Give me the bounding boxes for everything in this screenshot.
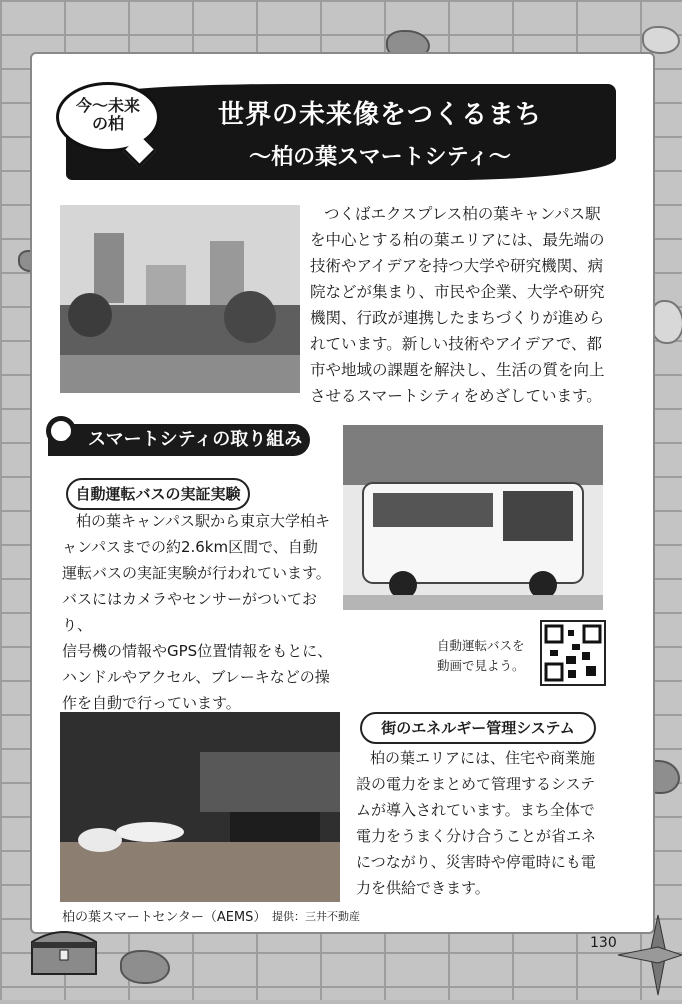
bus-line: ャンパスまでの約2.6km区間で、自動 bbox=[62, 538, 318, 556]
intro-line: 機関、行政が連携したまちづくりが進めら bbox=[310, 309, 605, 327]
energy-line: ムが導入されています。まち全体で bbox=[356, 801, 595, 819]
campus-photo-drawing bbox=[60, 205, 300, 393]
compass-drawing bbox=[608, 905, 682, 1000]
page-number: 130 bbox=[590, 935, 617, 951]
bus-line: バスにはカメラやセンサーがついており、 bbox=[62, 590, 318, 634]
badge-line1: 今〜未来 bbox=[75, 96, 140, 115]
campus-photo bbox=[60, 205, 300, 393]
bus-line: 信号機の情報やGPS位置情報をもとに、 bbox=[62, 642, 333, 660]
bus-text bbox=[62, 508, 342, 716]
energy-line: 設の電力をまとめて管理するシステ bbox=[356, 775, 596, 793]
intro-line: つくばエクスプレス柏の葉キャンパス駅 bbox=[324, 205, 601, 223]
intro-line: 院などが集まり、市民や企業、大学や研究 bbox=[310, 283, 605, 301]
intro-line: させるスマートシティをめざしています。 bbox=[310, 387, 602, 405]
bus-line: 柏の葉キャンパス駅から東京大学柏キ bbox=[76, 512, 330, 530]
energy-line: 電力をうまく分け合うことが省エネ bbox=[356, 827, 597, 845]
energy-line: 力を供給できます。 bbox=[356, 879, 490, 897]
bus-line: 運転バスの実証実験が行われています。 bbox=[62, 564, 331, 582]
intro-line: 市や地域の課題を解決し、生活の質を向上 bbox=[310, 361, 605, 379]
intro-line: 技術やアイデアを持つ大学や研究機関、病 bbox=[310, 257, 604, 275]
rock-decoration bbox=[642, 26, 680, 54]
photo-credit: 提供：三井不動産 bbox=[272, 910, 360, 923]
photo-caption: 柏の葉スマートセンター（AEMS） bbox=[62, 910, 267, 925]
qr-code[interactable] bbox=[540, 620, 606, 686]
energy-heading: 街のエネルギー管理システム bbox=[360, 712, 596, 744]
bus-photo bbox=[343, 425, 603, 610]
smart-center-photo bbox=[60, 712, 340, 902]
bus-line: ハンドルやアクセル、ブレーキなどの操 bbox=[62, 668, 330, 686]
badge-line2: の柏 bbox=[91, 114, 124, 133]
intro-line: を中心とする柏の葉エリアには、最先端の bbox=[310, 231, 605, 249]
page-title: 世界の未来像をつくるまち bbox=[217, 100, 542, 130]
treasure-chest-drawing bbox=[28, 922, 100, 978]
energy-line: 柏の葉エリアには、住宅や商業施 bbox=[370, 749, 596, 767]
video-line: 動画で見よう。 bbox=[437, 658, 525, 673]
bus-photo-drawing bbox=[343, 425, 603, 610]
intro-text bbox=[310, 201, 610, 409]
video-line: 自動運転バスを bbox=[437, 638, 525, 653]
treasure-chest-icon bbox=[28, 922, 100, 978]
bus-line: 作を自動で行っています。 bbox=[62, 694, 241, 712]
rock-decoration bbox=[120, 950, 170, 984]
energy-text bbox=[356, 745, 616, 901]
section-heading: スマートシティの取り組み bbox=[48, 424, 310, 456]
compass-decoration bbox=[608, 905, 682, 1000]
energy-line: につながり、災害時や停電時にも電 bbox=[356, 853, 596, 871]
smart-center-drawing bbox=[60, 712, 340, 902]
intro-line: れています。新しい技術やアイデアで、都 bbox=[310, 335, 603, 353]
page-subtitle: 〜柏の葉スマートシティ〜 bbox=[249, 145, 511, 170]
qr-code-icon bbox=[542, 622, 604, 684]
video-prompt bbox=[437, 636, 537, 676]
bus-heading: 自動運転バスの実証実験 bbox=[66, 478, 250, 510]
